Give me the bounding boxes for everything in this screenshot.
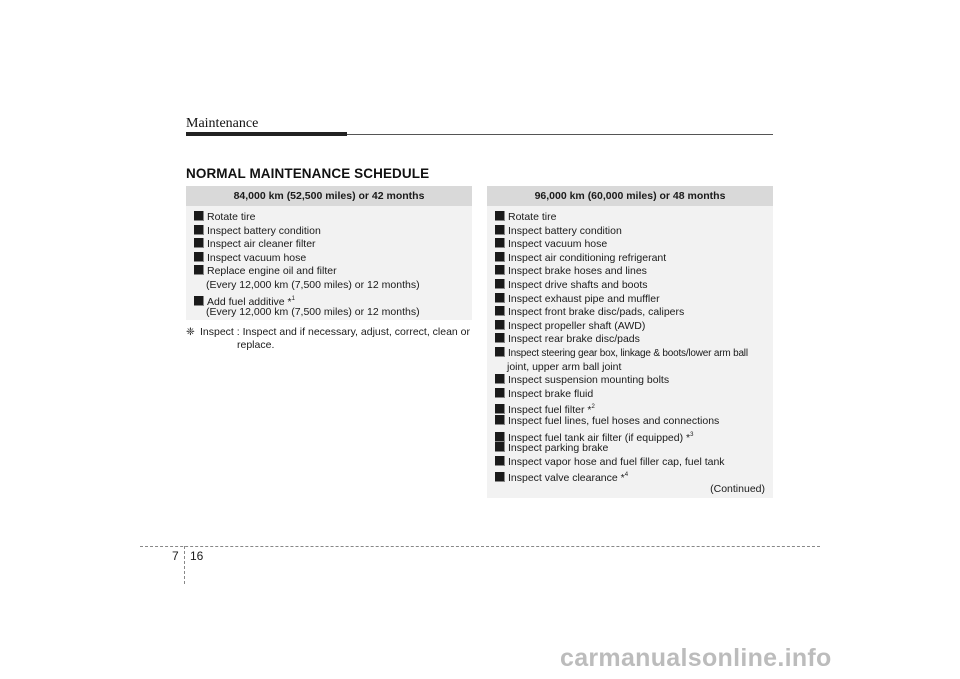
note-line-2: replace.	[237, 339, 275, 351]
list-item: Inspect parking brake	[495, 442, 773, 456]
page-number: 16	[190, 549, 204, 563]
checkbox-icon	[495, 211, 505, 221]
checkbox-icon	[194, 238, 204, 248]
list-item: Inspect battery condition	[194, 225, 472, 239]
checkbox-icon	[495, 265, 505, 275]
list-item: Inspect fuel tank air filter (if equipped) *$^3$	[495, 429, 773, 443]
list-item: Rotate tire	[495, 211, 773, 225]
page-header-title: Maintenance	[186, 116, 259, 131]
checkbox-icon	[495, 456, 505, 466]
checkbox-icon	[194, 296, 204, 306]
checkbox-icon	[495, 374, 505, 384]
list-item: Inspect air conditioning refrigerant	[495, 252, 773, 266]
footnote-marker: 3	[690, 431, 694, 438]
list-item: Inspect brake fluid	[495, 388, 773, 402]
list-item: Inspect suspension mounting bolts	[495, 374, 773, 388]
checkbox-icon	[495, 442, 505, 452]
checkbox-icon	[194, 211, 204, 221]
list-item: Inspect brake hoses and lines	[495, 265, 773, 279]
checkbox-icon	[495, 320, 505, 330]
watermark: carmanualsonline.info	[560, 644, 832, 672]
schedule-item-list	[487, 206, 773, 483]
list-item: Inspect front brake disc/pads, calipers	[495, 306, 773, 320]
checkbox-icon	[495, 225, 505, 235]
list-item-subnote: (Every 12,000 km (7,500 miles) or 12 months)	[206, 278, 420, 291]
list-item: Inspect fuel lines, fuel hoses and connections	[495, 415, 773, 429]
list-item: Inspect drive shafts and boots	[495, 279, 773, 293]
list-item: Inspect battery condition	[495, 225, 773, 239]
footnote-marker: 1	[291, 295, 295, 302]
list-item-continuation: joint, upper arm ball joint	[507, 360, 622, 373]
chapter-number: 7	[172, 549, 179, 563]
footnote-marker: 2	[591, 404, 595, 411]
schedule-box-96000	[487, 186, 773, 498]
checkbox-icon	[495, 432, 505, 442]
footer-divider-vertical	[184, 546, 185, 584]
checkbox-icon	[495, 252, 505, 262]
note-symbol-icon: ❈	[186, 326, 195, 338]
list-item: Add fuel additive *$^1$	[194, 293, 472, 307]
checkbox-icon	[495, 333, 505, 343]
checkbox-icon	[495, 404, 505, 414]
continued-label: (Continued)	[710, 483, 765, 495]
schedule-box-heading: 96,000 km (60,000 miles) or 48 months	[487, 186, 773, 206]
schedule-box-84000	[186, 186, 472, 320]
list-item-subnote: (Every 12,000 km (7,500 miles) or 12 months)	[206, 306, 420, 319]
schedule-item-list	[186, 206, 472, 320]
list-item: Inspect steering gear box, linkage & boots/lower arm ball	[495, 347, 773, 361]
checkbox-icon	[495, 238, 505, 248]
footnote-marker: 4	[624, 472, 629, 479]
list-item: Replace engine oil and filter	[194, 265, 472, 279]
checkbox-icon	[194, 225, 204, 235]
schedule-box-heading: 84,000 km (52,500 miles) or 42 months	[186, 186, 472, 206]
list-item: Inspect rear brake disc/pads	[495, 333, 773, 347]
list-item: Rotate tire	[194, 211, 472, 225]
footer-divider	[140, 546, 820, 547]
list-item: Inspect exhaust pipe and muffler	[495, 293, 773, 307]
inspect-note	[186, 326, 472, 352]
list-item: Inspect vacuum hose	[194, 252, 472, 266]
checkbox-icon	[194, 252, 204, 262]
checkbox-icon	[495, 306, 505, 316]
header-rule-accent	[186, 132, 347, 136]
note-line-1: Inspect : Inspect and if necessary, adjust, correct, clean or	[200, 326, 471, 338]
checkbox-icon	[495, 293, 505, 303]
list-item: Inspect propeller shaft (AWD)	[495, 320, 773, 334]
list-item: Inspect vapor hose and fuel filler cap, fuel tank	[495, 456, 773, 470]
list-item: Inspect valve clearance *$^4$	[495, 469, 773, 483]
checkbox-icon	[495, 472, 505, 482]
checkbox-icon	[495, 347, 505, 357]
checkbox-icon	[194, 265, 204, 275]
list-item: Inspect vacuum hose	[495, 238, 773, 252]
checkbox-icon	[495, 415, 505, 425]
section-title: NORMAL MAINTENANCE SCHEDULE	[186, 166, 430, 181]
checkbox-icon	[495, 388, 505, 398]
checkbox-icon	[495, 279, 505, 289]
list-item: Inspect air cleaner filter	[194, 238, 472, 252]
list-item: Inspect fuel filter *$^2$	[495, 401, 773, 415]
